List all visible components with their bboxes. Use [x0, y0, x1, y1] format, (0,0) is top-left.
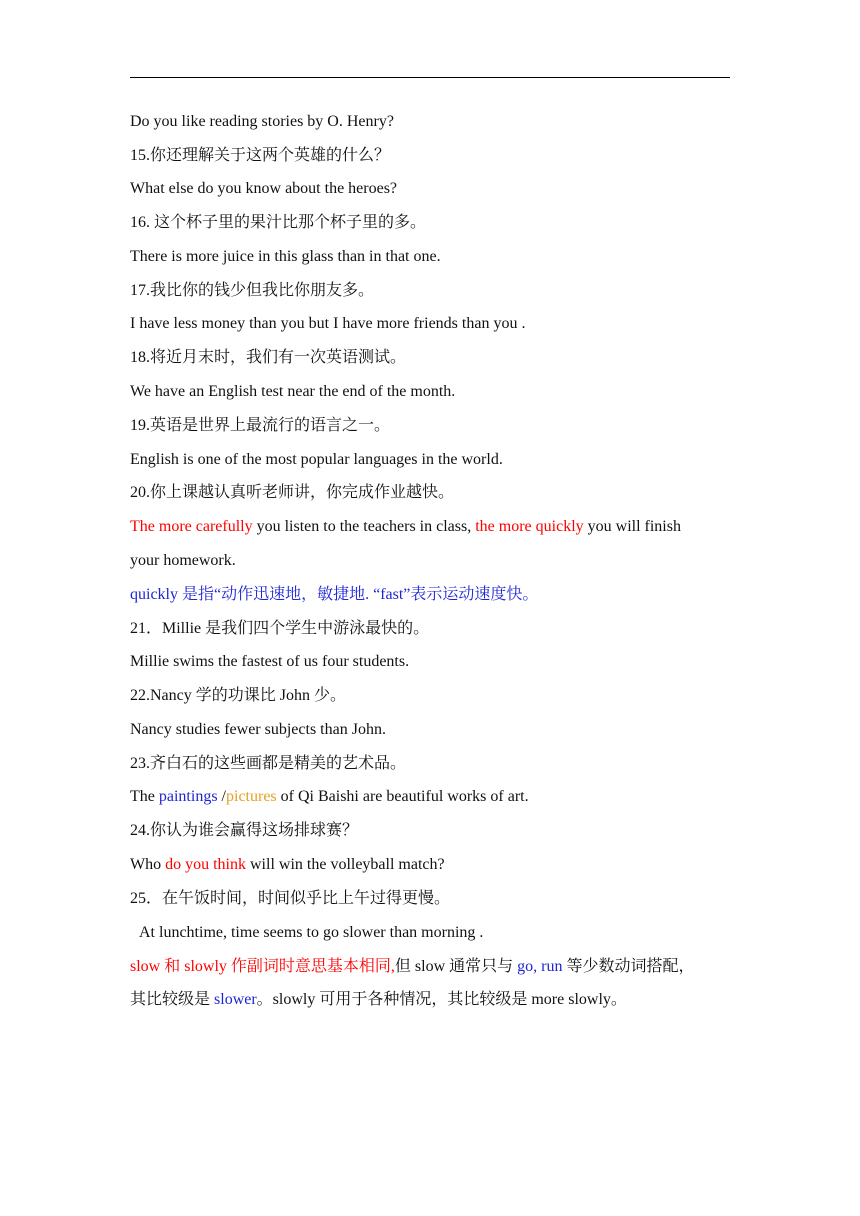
text-line: Millie swims the fastest of us four students.: [130, 653, 410, 670]
text-span: of Qi Baishi are beautiful works of art.: [276, 788, 529, 805]
text-line: 19.英语是世界上最流行的语言之一。: [130, 417, 391, 434]
highlight-blue: go, run: [517, 958, 563, 975]
text-line: English is one of the most popular languages in the world.: [130, 451, 503, 468]
text-span: 其比较级是: [130, 991, 215, 1008]
text-line: 21．Millie 是我们四个学生中游泳最快的。: [130, 620, 430, 637]
highlight-red: The more carefully: [130, 518, 253, 535]
note-quickly: quickly 是指“动作迅速地，敏捷地. “fast”表示运动速度快。: [130, 586, 539, 603]
text-line: 16. 这个杯子里的果汁比那个杯子里的多。: [130, 214, 427, 231]
text-line: 23.齐白石的这些画都是精美的艺术品。: [130, 755, 407, 772]
highlight-red: slow 和 slowly 作副词时意思基本相同,: [130, 958, 395, 975]
text-line: What else do you know about the heroes?: [130, 180, 398, 197]
text-line: 20.你上课越认真听老师讲，你完成作业越快。: [130, 484, 455, 501]
text-span: /: [217, 788, 226, 805]
highlight-blue: paintings: [158, 788, 218, 805]
text-line: Do you like reading stories by O. Henry?: [130, 113, 394, 130]
text-span: will win the volleyball match?: [246, 856, 445, 873]
text-span: 等少数动词搭配，: [562, 958, 695, 975]
text-line: I have less money than you but I have more friends than you .: [130, 315, 526, 332]
text-line: Nancy studies fewer subjects than John.: [130, 721, 386, 738]
text-line: 18.将近月末时，我们有一次英语测试。: [130, 349, 407, 366]
text-span: 但 slow 通常只与: [394, 958, 518, 975]
text-line: There is more juice in this glass than in that one.: [130, 248, 441, 265]
text-line: 25．在午饭时间，时间似乎比上午过得更慢。: [130, 890, 451, 907]
highlight-orange: pictures: [226, 788, 277, 805]
sentence-24: [130, 854, 735, 876]
note-slow-line1: [130, 956, 735, 978]
text-line: 22.Nancy 学的功课比 John 少。: [130, 687, 346, 704]
text-line: 24.你认为谁会赢得这场排球赛？: [130, 822, 359, 839]
highlight-red: the more quickly: [475, 518, 584, 535]
header-rule: [130, 77, 730, 78]
text-span: The: [130, 788, 159, 805]
highlight-red: do you think: [165, 856, 246, 873]
text-line: 17.我比你的钱少但我比你朋友多。: [130, 282, 375, 299]
note-slow-line2: [130, 989, 735, 1011]
text-span: 。slowly 可用于各种情况，其比较级是 more slowly。: [256, 991, 627, 1008]
text-line: At lunchtime, time seems to go slower than morning .: [139, 924, 484, 941]
sentence-20-line1: [130, 516, 735, 538]
highlight-blue: slower: [214, 991, 257, 1008]
text-line: We have an English test near the end of the month.: [130, 383, 456, 400]
text-span: you listen to the teachers in class,: [252, 518, 476, 535]
text-span: you will finish: [583, 518, 681, 535]
text-line: 15.你还理解关于这两个英雄的什么？: [130, 147, 391, 164]
text-span: Who: [130, 856, 166, 873]
sentence-23: [130, 786, 735, 808]
sentence-20-line2: your homework.: [130, 552, 236, 569]
